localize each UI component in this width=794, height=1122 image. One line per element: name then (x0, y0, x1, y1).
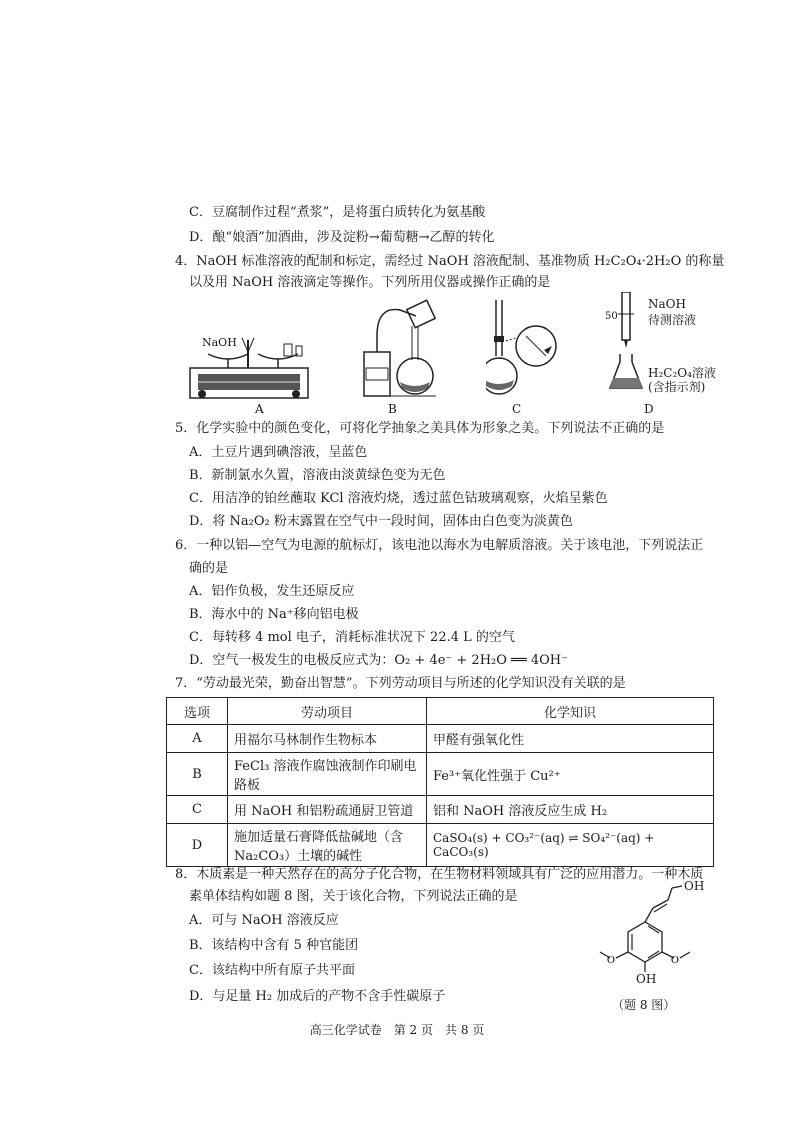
naoh-burette-label: NaOH (648, 297, 686, 311)
q4-stem-line2: 以及用 NaOH 溶液滴定等操作。下列所用仪器或操作正确的是 (189, 275, 551, 290)
q6-option-d: D．空气一极发生的电极反应式为：O₂ + 4e⁻ + 2H₂O ══ 4OH⁻ (189, 653, 568, 668)
fig-b-label: B (388, 402, 397, 416)
q8-option-c: C．该结构中所有原子共平面 (189, 963, 355, 978)
oxalic-solution-label: H₂C₂O₄溶液 (648, 366, 716, 380)
hydroxyl-bottom-label: OH (636, 972, 657, 986)
q3-option-d: D．酿“娘酒”加酒曲，涉及淀粉→葡萄糖→乙醇的转化 (189, 230, 495, 245)
indicator-note-label: (含指示剂) (648, 380, 706, 394)
figure-8-caption: （题 8 图） (612, 998, 676, 1012)
table-cell: D (167, 824, 228, 867)
table-header-cell: 选项 (167, 698, 228, 725)
q8-stem-line1: 8．木质素是一种天然存在的高分子化合物，在生物材料领域具有广泛的应用潜力。一种木质 (175, 867, 704, 882)
table-cell: 用 NaOH 和铝粉疏通厨卫管道 (228, 796, 427, 824)
fig-a-label: A (255, 402, 264, 416)
table-header-cell: 化学知识 (427, 698, 714, 725)
q4-stem-line1: 4．NaOH 标准溶液的配制和标定，需经过 NaOH 溶液配制、基准物质 H₂C₂O₄·2H₂O 的称量 (175, 254, 725, 269)
q6-stem-line1: 6．一种以铝—空气为电源的航标灯，该电池以海水为电解质溶液。关于该电池，下列说法正 (175, 538, 704, 553)
q7-stem: 7．“劳动最光荣，勤奋出智慧”。下列劳动项目与所述的化学知识没有关联的是 (175, 676, 626, 691)
table-header-row (167, 698, 714, 725)
q5-option-a: A．土豆片遇到碘溶液，呈蓝色 (189, 445, 368, 460)
table-cell: 甲醛有强氧化性 (427, 725, 714, 753)
q5-option-c: C．用洁净的铂丝蘸取 KCl 溶液灼烧，透过蓝色钴玻璃观察，火焰呈紫色 (189, 491, 608, 506)
transfer-figure (356, 296, 446, 400)
table-cell: CaSO₄(s) + CO₃²⁻(aq) ⇌ SO₄²⁻(aq) + CaCO₃(s) (427, 824, 714, 867)
q8-option-b: B．该结构中含有 5 种官能团 (189, 938, 359, 953)
q8-stem-line2: 素单体结构如题 8 图，关于该化合物，下列说法正确的是 (189, 889, 518, 904)
burette-mark-50: 50 (605, 311, 618, 322)
table-row (167, 753, 714, 796)
q7-table (166, 697, 714, 867)
test-solution-label: 待测溶液 (648, 313, 697, 327)
table-cell: C (167, 796, 228, 824)
oxygen-atom-right: O (671, 954, 679, 966)
q8-option-d: D．与足量 H₂ 加成后的产物不含手性碳原子 (189, 989, 446, 1004)
hydroxyl-top-label: OH (684, 879, 705, 893)
q5-option-d: D．将 Na₂O₂ 粉末露置在空气中一段时间，固体由白色变为淡黄色 (189, 514, 573, 529)
table-cell: B (167, 753, 228, 796)
fig-d-label: D (644, 402, 654, 416)
titration-figure (604, 292, 648, 398)
magnifier-figure (486, 296, 566, 400)
q6-option-a: A．铝作负极，发生还原反应 (189, 584, 355, 599)
q5-option-b: B．新制氯水久置，溶液由淡黄绿色变为无色 (189, 468, 446, 483)
table-cell: 用福尔马林制作生物标本 (228, 725, 427, 753)
q8-option-a: A．可与 NaOH 溶液反应 (189, 913, 339, 928)
table-cell: FeCl₃ 溶液作腐蚀液制作印刷电路板 (228, 753, 427, 796)
table-cell: Fe³⁺氧化性强于 Cu²⁺ (427, 753, 714, 796)
table-cell: 施加适量石膏降低盐碱地（含 Na₂CO₃）土壤的碱性 (228, 824, 427, 867)
oxygen-atom-left: O (607, 954, 615, 966)
table-row (167, 824, 714, 867)
table-row (167, 796, 714, 824)
q6-option-c: C．每转移 4 mol 电子，消耗标准状况下 22.4 L 的空气 (189, 630, 515, 645)
q6-option-b: B．海水中的 Na⁺移向铝电极 (189, 607, 359, 622)
q6-stem-line2: 确的是 (189, 561, 229, 576)
q5-stem: 5．化学实验中的颜色变化，可将化学抽象之美具体为形象之美。下列说法不正确的是 (175, 421, 665, 436)
page-footer: 高三化学试卷 第 2 页 共 8 页 (309, 1023, 485, 1037)
table-row (167, 725, 714, 753)
table-cell: 铝和 NaOH 溶液反应生成 H₂ (427, 796, 714, 824)
q3-option-c: C．豆腐制作过程“煮浆”，是将蛋白质转化为氨基酸 (189, 205, 486, 220)
table-header-cell: 劳动项目 (228, 698, 427, 725)
fig-c-label: C (512, 402, 522, 416)
naoh-label: NaOH (202, 336, 237, 349)
table-cell: A (167, 725, 228, 753)
